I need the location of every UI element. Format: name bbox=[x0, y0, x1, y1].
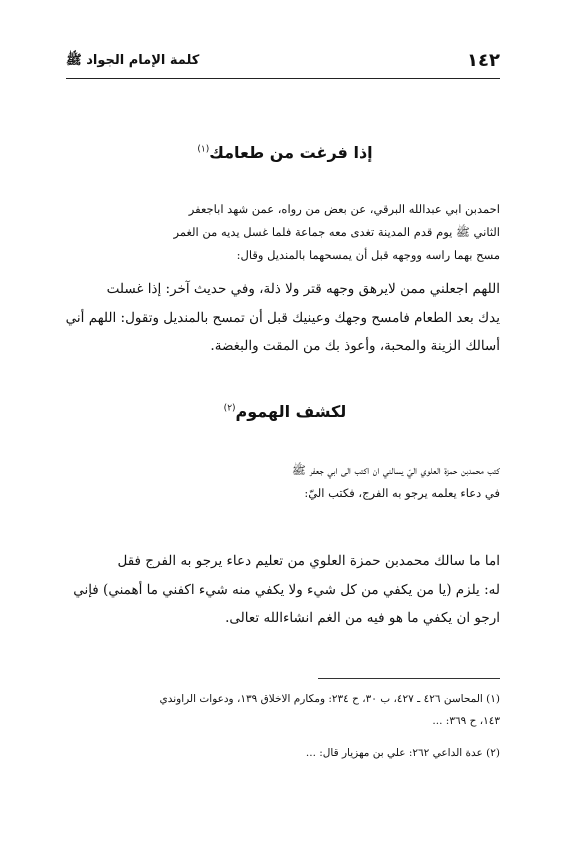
narration-paragraph bbox=[66, 459, 500, 505]
section-heading-worries bbox=[60, 402, 510, 421]
text-line: احمدبن ابي عبدالله البرقي، عن بعض من رواه، عمن شهد اباجعفر bbox=[188, 202, 500, 216]
footnote-line: (٢) عدة الداعي ٢٦٢: علي بن مهزيار قال: ... bbox=[305, 747, 500, 759]
section-heading-text: لكشف الهموم bbox=[235, 402, 347, 421]
narration-paragraph bbox=[66, 198, 500, 267]
page-header bbox=[66, 50, 500, 72]
text-line: الثاني ﷺ يوم قدم المدينة تغدى معه جماعة فلما غسل يديه من الغمر bbox=[173, 225, 500, 239]
text-line: اللهم اجعلني ممن لايرهق وجهه قتر ولا ذلة، وفي حديث آخر: إذا غسلت bbox=[106, 281, 500, 297]
saying-paragraph bbox=[66, 547, 500, 633]
text-line: ارجو ان يكفي ما هو فيه من الغم انشاءالله تعالى. bbox=[225, 610, 500, 626]
running-title: كلمة الإمام الجواد ﷺ bbox=[66, 53, 200, 68]
text-line: كتب محمدبن حمزة العلوي اليّ يسالني ان اكتب الى ابي جعفر ﷺ bbox=[292, 463, 500, 477]
text-line: له: يلزم (يا من يكفي من كل شيء ولا يكفي منه شيء اكفني ما أهمني) فإني bbox=[73, 581, 500, 598]
text-line: في دعاء يعلمه يرجو به الفرج، فكتب اليّ: bbox=[304, 486, 500, 500]
footnote-line: (١) المحاسن ٤٢٦ ـ ٤٢٧، ب ٣٠، ح ٢٣٤: ومكارم الاخلاق ١٣٩، ودعوات الراوندي bbox=[159, 693, 500, 705]
footnote-marker: (٢) bbox=[223, 403, 236, 414]
page-number: ١٤٢ bbox=[467, 50, 500, 71]
text-line: أسالك الزينة والمحبة، وأعوذ بك من المقت والبغضة. bbox=[210, 338, 500, 354]
text-line: يدك بعد الطعام فامسح وجهك وعينيك قبل أن تمسح بالمنديل وتقول: اللهم أني bbox=[66, 309, 500, 326]
header-rule bbox=[66, 78, 500, 79]
footnote-rule bbox=[318, 678, 500, 679]
footnote-marker: (١) bbox=[197, 144, 210, 155]
section-heading-text: إذا فرغت من طعامك bbox=[209, 143, 373, 162]
text-line: اما ما سالك محمدبن حمزة العلوي من تعليم دعاء يرجو به الفرج فقل bbox=[117, 553, 500, 569]
saying-paragraph bbox=[66, 275, 500, 361]
footnote-2 bbox=[66, 742, 500, 764]
text-line: مسح بهما راسه ووجهه قبل أن يمسحهما بالمنديل وقال: bbox=[236, 248, 500, 262]
section-heading-meal bbox=[60, 143, 510, 162]
footnote-1 bbox=[66, 688, 500, 732]
footnote-line: ١٤٣، ح ٣٦٩: ... bbox=[432, 715, 500, 727]
